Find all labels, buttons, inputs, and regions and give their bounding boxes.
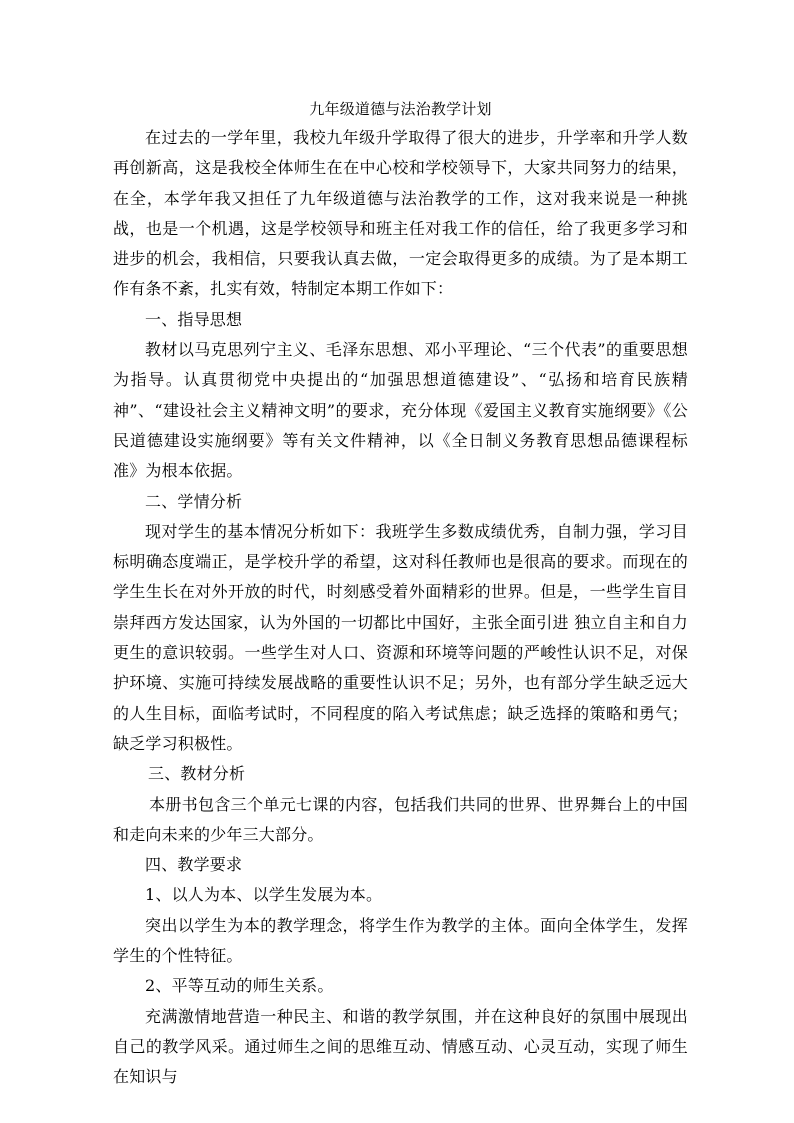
section-body-textbook-analysis: 本册书包含三个单元七课的内容，包括我们共同的世界、世界舞台上的中国和走向未来的少年三大部分。: [113, 794, 688, 844]
section-body-guiding-ideology: 教材以马克思列宁主义、毛泽东思想、邓小平理论、“三个代表”的重要思想为指导。认真贯彻党中央提出的“加强思想道德建设”、“弘扬和培育民族精神”、“建设社会主义精神文明”的要求，充分体现《爱国主义教育实施纲要》《公民道德建设实施纲要》等有关文件精神，以《全日制义务教育思想品德课程标准》为根本依据。: [113, 340, 688, 481]
section-heading-guiding-ideology: 一、指导思想: [145, 309, 243, 329]
intro-paragraph: 在过去的一学年里，我校九年级升学取得了很大的进步，升学率和升学人数再创新高，这是我校全体师生在在中心校和学校领导下，大家共同努力的结果，在全，本学年我又担任了九年级道德与法治教学的工作，这对我来说是一种挑战，也是一个机遇，这是学校领导和班主任对我工作的信任，给了我更多学习和进步的机会，我相信，只要我认真去做，一定会取得更多的成绩。为了是本期工作有条不紊，扎实有效，特制定本期工作如下：: [113, 128, 688, 299]
requirement-1-heading: 1、以人为本、以学生发展为本。: [145, 885, 383, 905]
section-heading-teaching-requirements: 四、教学要求: [145, 855, 243, 875]
document-page: [113, 95, 688, 1093]
section-heading-student-analysis: 二、学情分析: [145, 491, 243, 511]
requirement-1-body: 突出以学生为本的教学理念，将学生作为教学的主体。面向全体学生，发挥学生的个性特征。: [113, 915, 688, 966]
section-heading-textbook-analysis: 三、教材分析: [148, 764, 246, 784]
requirement-2-body: 充满激情地营造一种民主、和谐的教学氛围，并在这种良好的氛围中展现出自己的教学风采。通过师生之间的思维互动、情感互动、心灵互动，实现了师生在知识与: [113, 1006, 688, 1087]
section-body-student-analysis: 现对学生的基本情况分析如下：我班学生多数成绩优秀，自制力强，学习目标明确态度端正，是学校升学的希望，这对科任教师也是很高的要求。而现在的学生生长在对外开放的时代，时刻感受着外面精彩的世界。但是，一些学生盲目崇拜西方发达国家，认为外国的一切都比中国好，主张全面引进 独立自主和自力更生的意识较弱。一些学生对人口、资源和环境等问题的严峻性认识不足，对保护环境、实施可持续发展战略的重要性认识不足；另外，也有部分学生缺乏远大的人生目标，面临考试时，不同程度的陷入考试焦虑；缺乏选择的策略和勇气；缺乏学习积极性。: [113, 521, 688, 753]
requirement-2-heading: 2、平等互动的师生关系。: [145, 976, 334, 996]
document-title: 九年级道德与法治教学计划: [309, 100, 492, 118]
